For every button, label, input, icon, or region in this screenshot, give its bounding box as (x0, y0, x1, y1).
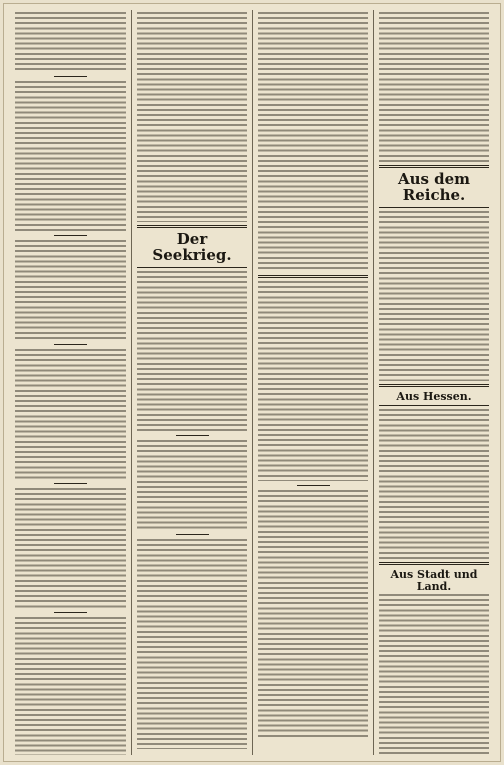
section-heading-reich: Aus dem Reiche. (397, 170, 471, 204)
column-3 (252, 10, 373, 755)
article-body (137, 539, 247, 749)
divider (54, 76, 87, 77)
section-divider (137, 225, 247, 228)
divider (137, 267, 247, 268)
article-body (137, 271, 247, 431)
divider (54, 612, 87, 613)
article-body (15, 617, 126, 755)
divider (54, 235, 87, 236)
divider (54, 344, 87, 345)
article-body (379, 409, 489, 559)
section-divider (379, 384, 489, 387)
section-divider (379, 562, 489, 565)
article-body (15, 349, 126, 479)
divider (176, 435, 209, 436)
newspaper-page (3, 3, 501, 762)
column-grid (10, 10, 494, 755)
column-4 (373, 10, 494, 755)
column-2 (131, 10, 252, 755)
column-1 (10, 10, 131, 755)
article-body (379, 12, 489, 162)
article-body (137, 12, 247, 222)
divider (379, 207, 489, 208)
section-heading-stadt: Aus Stadt und Land. (390, 568, 478, 593)
article-body (379, 211, 489, 381)
divider (54, 483, 87, 484)
divider (297, 485, 330, 486)
section-heading-seekrieg: Der Seekrieg. (152, 230, 232, 264)
article-body (15, 488, 126, 608)
article-body (258, 12, 368, 272)
article-body (258, 490, 368, 740)
article-body (15, 240, 126, 340)
article-body (379, 594, 489, 754)
divider (176, 534, 209, 535)
section-divider (258, 275, 368, 278)
article-body (15, 81, 126, 231)
article-body (137, 440, 247, 530)
section-divider (379, 165, 489, 168)
article-body (15, 12, 126, 72)
divider (379, 405, 489, 406)
article-body (258, 281, 368, 481)
section-heading-hessen: Aus Hessen. (396, 389, 472, 403)
